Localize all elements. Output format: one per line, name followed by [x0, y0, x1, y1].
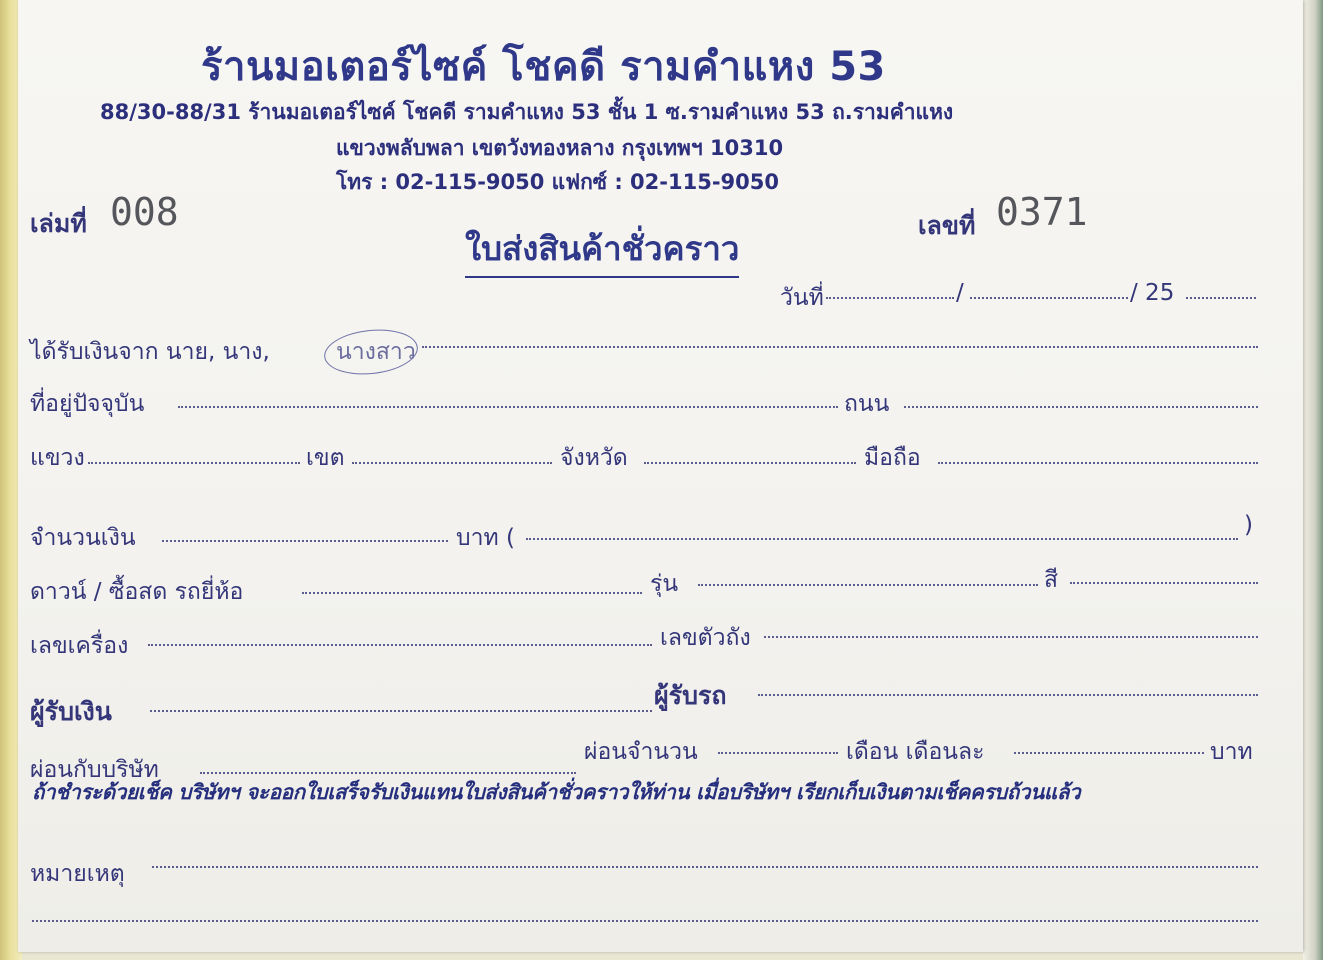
payee-blank[interactable]	[150, 710, 652, 712]
book-edge-right	[1303, 0, 1323, 960]
engine-no-blank[interactable]	[148, 644, 652, 646]
amount-blank[interactable]	[162, 540, 448, 542]
province-blank[interactable]	[644, 462, 856, 464]
received-from-label: ได้รับเงินจาก นาย, นาง,	[30, 339, 270, 365]
brand-blank[interactable]	[302, 592, 642, 594]
receipt-number: 0371	[996, 190, 1088, 234]
document-title: ใบส่งสินค้าชั่วคราว	[465, 222, 739, 278]
vehicle-receiver-blank[interactable]	[758, 694, 1258, 696]
received-from-selected: นางสาว	[336, 339, 416, 365]
remark-label: หมายเหตุ	[30, 861, 125, 887]
subdistrict-label: แขวง	[30, 445, 85, 471]
baht-open-label: บาท (	[456, 525, 515, 551]
shop-name: ร้านมอเตอร์ไซค์ โชคดี รามคำแหง 53	[201, 44, 886, 90]
book-label: เล่มที่	[30, 209, 87, 238]
close-paren: )	[1244, 512, 1253, 538]
district-blank[interactable]	[352, 462, 552, 464]
date-year-blank[interactable]	[1186, 297, 1256, 299]
received-from-blank[interactable]	[422, 346, 1258, 348]
date-label: วันที่	[780, 285, 824, 311]
address-line-2: แขวงพลับพลา เขตวังทองหลาง กรุงเทพฯ 10310	[336, 136, 784, 160]
date-month-blank[interactable]	[970, 297, 1128, 299]
engine-no-label: เลขเครื่อง	[30, 633, 129, 659]
road-blank[interactable]	[904, 406, 1258, 408]
months-per-label: เดือน เดือนละ	[846, 739, 985, 765]
remark-line-2[interactable]	[32, 920, 1258, 922]
purchase-label: ดาวน์ / ซื้อสด รถยี่ห้อ	[30, 579, 244, 605]
remark-line-1[interactable]	[152, 866, 1258, 868]
color-blank[interactable]	[1070, 582, 1258, 584]
date-separator: /	[956, 280, 964, 306]
mobile-blank[interactable]	[938, 462, 1258, 464]
payee-label: ผู้รับเงิน	[30, 697, 112, 726]
color-label: สี	[1044, 567, 1059, 593]
address-label: ที่อยู่ปัจจุบัน	[30, 391, 145, 417]
road-label: ถนน	[844, 391, 890, 417]
installment-company-label: ผ่อนกับบริษัท	[30, 757, 159, 783]
address-line-1: 88/30-88/31 ร้านมอเตอร์ไซค์ โชคดี รามคำแหง 53 ชั้น 1 ซ.รามคำแหง 53 ถ.รามคำแหง	[100, 100, 954, 124]
district-label: เขต	[306, 445, 345, 471]
installment-company-blank[interactable]	[200, 772, 576, 774]
model-label: รุ่น	[650, 571, 679, 597]
amount-label: จำนวนเงิน	[30, 525, 136, 551]
contact-line: โทร : 02-115-9050 แฟกซ์ : 02-115-9050	[336, 170, 779, 194]
installment-baht-label: บาท	[1210, 739, 1253, 765]
book-number: 008	[110, 190, 179, 234]
vehicle-receiver-label: ผู้รับรถ	[654, 681, 727, 710]
chassis-no-blank[interactable]	[764, 636, 1258, 638]
installment-count-label: ผ่อนจำนวน	[584, 739, 698, 765]
chassis-no-label: เลขตัวถัง	[660, 625, 751, 651]
monthly-amount-blank[interactable]	[1014, 752, 1204, 754]
installment-count-blank[interactable]	[718, 752, 838, 754]
address-blank[interactable]	[178, 406, 838, 408]
date-year-prefix: / 25	[1130, 280, 1175, 306]
receipt-sheet	[18, 0, 1303, 952]
number-label: เลขที่	[918, 211, 976, 240]
province-label: จังหวัด	[560, 445, 628, 471]
mobile-label: มือถือ	[864, 445, 921, 471]
cheque-payment-notice: ถ้าชำระด้วยเช็ค บริษัทฯ จะออกใบเสร็จรับเงินแทนใบส่งสินค้าชั่วคราวให้ท่าน เมื่อบริษัทฯ เรียกเก็บเงินตามเช็คครบถ้วนแล้ว	[32, 780, 1081, 804]
model-blank[interactable]	[698, 584, 1038, 586]
amount-in-words-blank[interactable]	[526, 538, 1238, 540]
date-day-blank[interactable]	[826, 297, 954, 299]
subdistrict-blank[interactable]	[88, 462, 300, 464]
